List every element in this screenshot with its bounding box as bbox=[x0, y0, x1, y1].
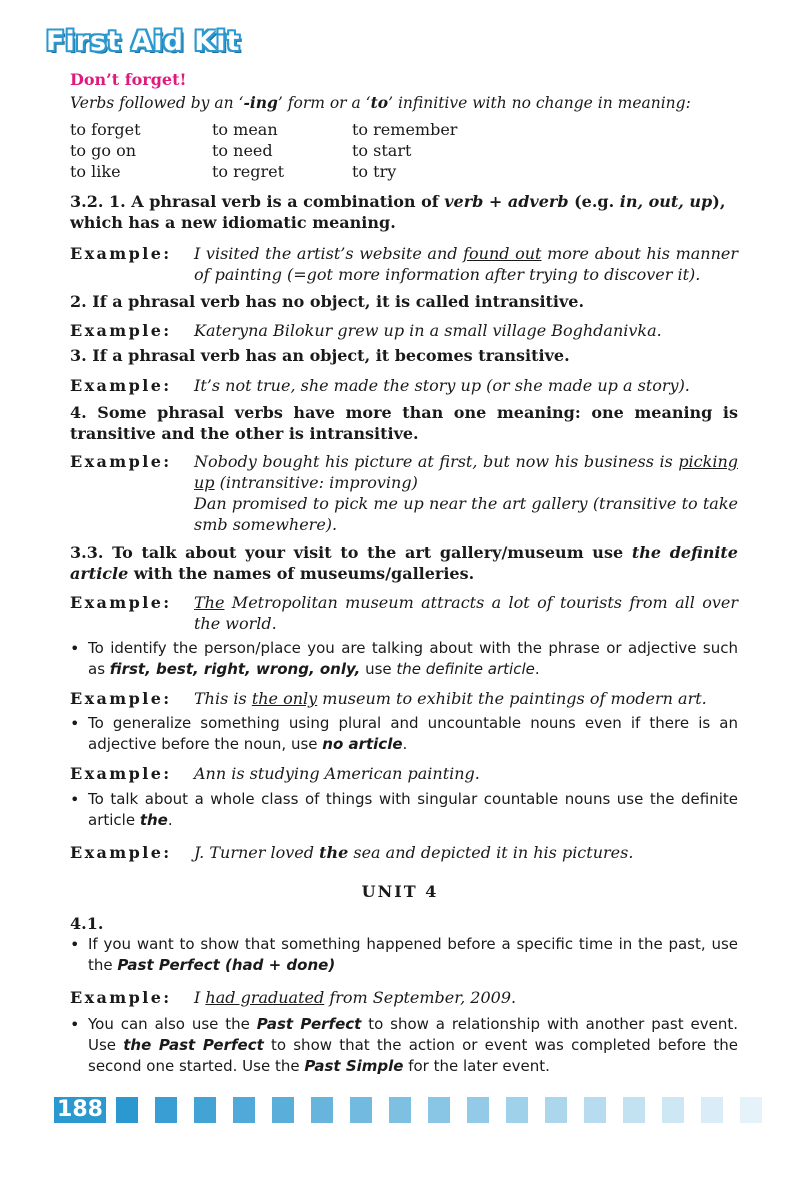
verb: to remember bbox=[352, 120, 458, 139]
bullet-icon: • bbox=[70, 639, 80, 658]
footer-square bbox=[272, 1097, 294, 1123]
footer-square bbox=[584, 1097, 606, 1123]
bullet-icon: • bbox=[70, 790, 80, 809]
bullet-icon: • bbox=[70, 1015, 80, 1034]
footer-square bbox=[467, 1097, 489, 1123]
verb: to forget bbox=[70, 120, 141, 139]
example: Example: I visited the artist’s website and found out more about his manner of painting (=got more information after trying to discover it). bbox=[70, 244, 739, 284]
rule-3-3: 3.3. To talk about your visit to the art gallery/museum use the definite article with the names of museums/galleries. bbox=[70, 543, 738, 583]
verb: to need bbox=[212, 141, 273, 160]
bullet-item: • If you want to show that something happened before a specific time in the past, use the Past Perfect (had + done) bbox=[70, 935, 738, 974]
verb: to mean bbox=[212, 120, 278, 139]
bullet-item: • To talk about a whole class of things with singular countable nouns use the definite article the. bbox=[70, 790, 738, 829]
footer-square bbox=[545, 1097, 567, 1123]
verb: to try bbox=[352, 162, 397, 181]
rule-3-2-3: 3. If a phrasal verb has an object, it becomes transitive. bbox=[70, 346, 570, 365]
bullet-icon: • bbox=[70, 714, 80, 733]
footer-square bbox=[233, 1097, 255, 1123]
verbs-intro: Verbs followed by an ‘-ing’ form or a ‘to’ infinitive with no change in meaning: bbox=[70, 93, 691, 112]
rule-3-2-2: 2. If a phrasal verb has no object, it is called intransitive. bbox=[70, 292, 585, 311]
rule-3-2-1: 3.2. 1. A phrasal verb is a combination of verb + adverb (e.g. in, out, up), which has a new idiomatic meaning. bbox=[70, 192, 726, 232]
bullet-icon: • bbox=[70, 935, 80, 954]
bullet-item: • To identify the person/place you are talking about with the phrase or adjective such as first, best, right, wrong, only, use the definite article. bbox=[70, 639, 738, 678]
footer-square bbox=[350, 1097, 372, 1123]
dont-forget-heading: Don’t forget! bbox=[70, 70, 187, 89]
verb: to go on bbox=[70, 141, 137, 160]
footer-square bbox=[194, 1097, 216, 1123]
example: Example: The Metropolitan museum attracts a lot of tourists from all over the world. bbox=[70, 593, 738, 633]
footer-square bbox=[662, 1097, 684, 1123]
bullet-item: • You can also use the Past Perfect to show a relationship with another past event. Use the Past Perfect to show that the action or event was completed before the second one started. Use the Past Simple for the later event. bbox=[70, 1015, 739, 1075]
section-title: First Aid Kit bbox=[46, 26, 241, 57]
page-number: 188 bbox=[54, 1097, 106, 1123]
verb: to regret bbox=[212, 162, 285, 181]
example: Example: Nobody bought his picture at first, but now his business is picking up (intransitive: improving) Dan promised to pick me up near the art gallery (transitive to take smb somewhere). bbox=[70, 452, 738, 534]
rule-3-2-4: 4. Some phrasal verbs have more than one meaning: one meaning is transitive and the other is intransitive. bbox=[70, 403, 738, 443]
unit-heading: UNIT 4 bbox=[361, 882, 439, 901]
footer-square bbox=[116, 1097, 138, 1123]
footer-square bbox=[155, 1097, 177, 1123]
bullet-item: • To generalize something using plural and uncountable nouns even if there is an adjective before the noun, use no article. bbox=[70, 714, 738, 753]
footer-square bbox=[428, 1097, 450, 1123]
verb: to start bbox=[352, 141, 412, 160]
verb: to like bbox=[70, 162, 121, 181]
footer-square bbox=[389, 1097, 411, 1123]
footer-square bbox=[623, 1097, 645, 1123]
footer-square bbox=[740, 1097, 762, 1123]
footer-square bbox=[311, 1097, 333, 1123]
footer-square bbox=[701, 1097, 723, 1123]
rule-4-1: 4.1. bbox=[70, 914, 104, 933]
footer-square bbox=[506, 1097, 528, 1123]
